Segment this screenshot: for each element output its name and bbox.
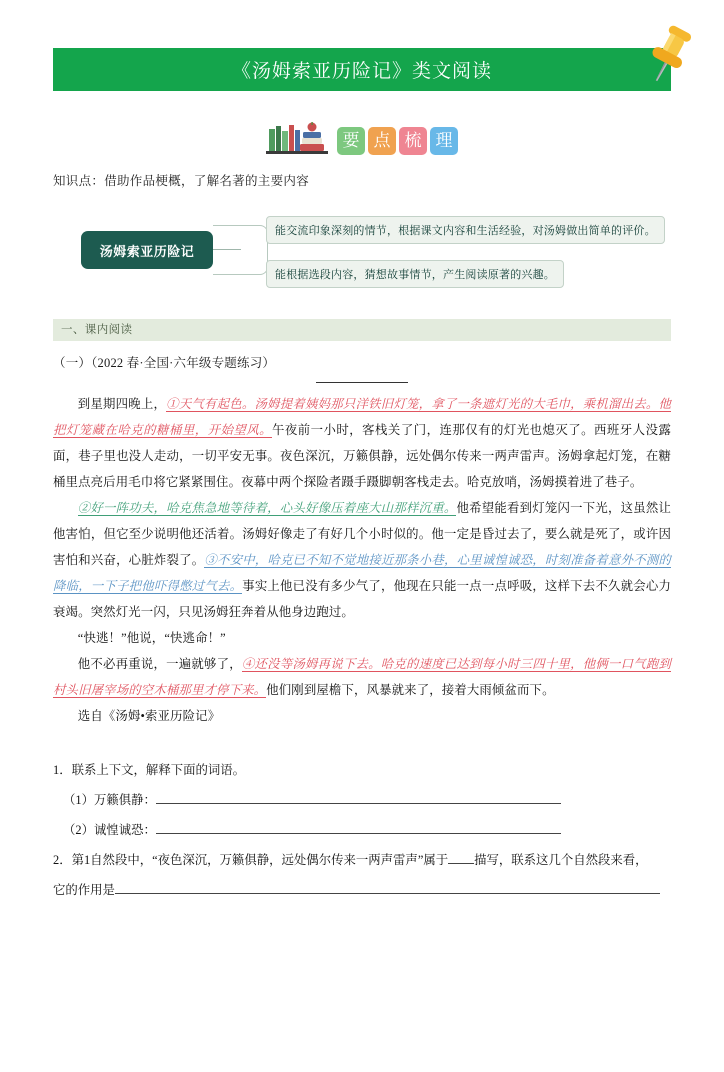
keypoint-char-4: 理 (435, 131, 453, 150)
section-subheading: （一）（2022 春·全国·六年级专题练习） (53, 356, 276, 370)
question-1-1-label: （1）万籁俱静： (63, 793, 156, 807)
questions-section (53, 755, 671, 905)
document-page (0, 48, 724, 1072)
question-2 (53, 845, 671, 875)
question-2-part-c: 它的作用是 (53, 883, 115, 897)
article-paragraph-2 (53, 495, 671, 625)
answer-blank-1-2[interactable] (156, 819, 561, 834)
question-1-2-label: （2）诚惶诚恐： (63, 823, 156, 837)
keypoint-char-1: 要 (342, 131, 360, 150)
keypoints-banner (0, 117, 724, 157)
mindmap-node-2: 能根据选段内容，猜想故事情节，产生阅读原著的兴趣。 (266, 260, 564, 288)
keypoint-char-3: 梳 (404, 131, 422, 150)
answer-blank-1-1[interactable] (156, 789, 561, 804)
para1-lead-text: 到星期四晚上， (77, 397, 167, 411)
article-paragraph-1 (53, 391, 671, 495)
keypoint-block-4 (430, 127, 458, 155)
answer-blank-2[interactable] (115, 879, 660, 894)
keypoint-char-2: 点 (373, 131, 391, 150)
para4-lead-text: 他不必再重说，一遍就够了， (77, 657, 242, 671)
mindmap-branch-connector (213, 225, 268, 275)
question-2-part-b: 描写，联系这几个自然段来看， (474, 853, 648, 867)
page-title: 《汤姆索亚历险记》类文阅读 (231, 61, 492, 82)
highlight-red-4: ④还没等汤姆再说下去。哈克的速度已达到每小时三四十里，他俩一口气跑到村头旧屠宰场的空木桶那里才停下来。 (53, 657, 671, 697)
article-source-line: 选自《汤姆•索亚历险记》 (77, 709, 221, 723)
knowledge-point-line: 知识点：借助作品梗概，了解名著的主要内容 (53, 174, 310, 188)
para2-mid-text: 他希望能看到灯笼闪一下光，这虽然让他害怕，但它至少说明他还活着。汤姆好像走了有好几个小时似的。他一定是昏过去了，要么就是死了，或许因害怕和兴奋，心脏炸裂了。 (53, 501, 671, 567)
highlight-red-1: ①天气有起色。汤姆提着姨妈那只洋铁旧灯笼，拿了一条遮灯光的大毛巾，乘机溜出去。他把灯笼藏在哈克的糖桶里，开始望风。 (53, 397, 672, 437)
header-banner (53, 48, 671, 91)
keypoint-block-1 (337, 127, 365, 155)
question-1: 1．联系上下文，解释下面的词语。 (53, 763, 246, 777)
answer-blank-2-inline[interactable] (448, 851, 474, 864)
mindmap-diagram (53, 205, 671, 297)
section-heading: 一、课内阅读 (53, 319, 671, 341)
question-1-2 (53, 815, 671, 845)
para4-rest-text: 他们刚到屋檐下，风暴就来了，接着大雨倾盆而下。 (266, 683, 555, 697)
article-paragraph-4 (53, 651, 671, 703)
keypoint-block-2 (368, 127, 396, 155)
article-body (53, 391, 671, 729)
highlight-blue-3: ③不安中，哈克已不知不觉地接近那条小巷，心里诚惶诚恐，时刻准备着意外不测的降临，一下子把他吓得憋过气去。 (53, 553, 671, 593)
mindmap-root-node: 汤姆索亚历险记 (81, 231, 213, 269)
divider-rule-wrapper (53, 381, 671, 383)
divider-rule (316, 381, 408, 383)
highlight-green-2: ②好一阵功夫，哈克焦急地等待着，心头好像压着座大山那样沉重。 (77, 501, 457, 515)
question-2-continued (53, 875, 671, 905)
stacked-books-icon (266, 119, 332, 157)
para1-rest-text: 午夜前一小时，客栈关了门，连那仅有的灯光也熄灭了。西班牙人没露面，巷子里也没人走动，一切平安无事。夜色深沉，万籁俱静，远处偶尔传来一两声雷声。汤姆拿起灯笼，在糖桶里点亮后用毛巾将它紧紧围住。夜幕中两个探险者蹑手蹑脚朝客栈走去。哈克放哨，汤姆摸着进了巷子。 (53, 423, 671, 489)
article-paragraph-3: “快逃！”他说，“快逃命！” (77, 631, 226, 645)
para2-rest-text: 事实上他已没有多少气了，他现在只能一点一点呼吸，这样下去不久就会心力衰竭。突然灯光一闪，只见汤姆狂奔着从他身边跑过。 (53, 579, 671, 619)
question-1-1 (53, 785, 671, 815)
keypoint-block-3 (399, 127, 427, 155)
question-2-part-a: 2．第1自然段中，“夜色深沉，万籁俱静，远处偶尔传来一两声雷声”属于 (53, 853, 449, 867)
header-banner-wrapper (53, 48, 671, 91)
mindmap-node-1: 能交流印象深刻的情节，根据课文内容和生活经验，对汤姆做出简单的评价。 (266, 216, 665, 244)
